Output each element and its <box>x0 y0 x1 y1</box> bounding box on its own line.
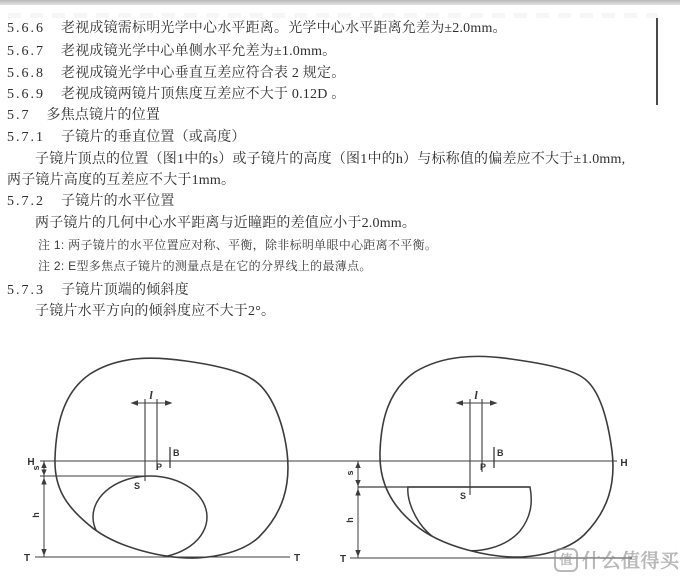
arrowhead <box>355 489 360 496</box>
spec-line <box>7 44 336 59</box>
label-b-right: B <box>497 448 504 458</box>
label-h-right: H <box>620 458 628 469</box>
spec-paragraph <box>35 216 416 231</box>
label-l-left: l <box>149 388 153 402</box>
label-s-right: s <box>345 470 355 476</box>
clause-text: 子镜片顶点的位置（图1中的s）或子镜片的高度（图1中的h）与标称值的偏差应不大于±1.0mm, <box>35 152 626 167</box>
watermark-text: 什么值得买 <box>582 551 680 572</box>
label-s-point-left: S <box>133 481 141 491</box>
clause-text: 子镜片的垂直位置（或高度） <box>61 130 246 145</box>
clause-text: 子镜片的水平位置 <box>61 194 175 209</box>
top-gray-bar <box>0 0 680 5</box>
clause-number: 5.7.1 <box>7 130 45 145</box>
spec-paragraph <box>35 304 275 319</box>
label-s-left: s <box>31 465 41 471</box>
faint-cutoff-text-row <box>8 13 658 18</box>
arrowhead <box>456 400 464 405</box>
label-h-dim-left: h <box>31 512 41 518</box>
arrowhead <box>355 550 360 557</box>
spec-heading <box>7 283 189 298</box>
spec-heading <box>7 108 160 123</box>
spec-note-2 <box>38 260 372 273</box>
spec-line <box>7 87 345 102</box>
clause-number: 5.6.6 <box>7 21 45 36</box>
arrowhead <box>41 462 46 469</box>
arrowhead <box>41 470 46 476</box>
spec-line <box>7 66 345 81</box>
spec-paragraph <box>7 173 235 188</box>
spec-heading <box>7 130 246 145</box>
clause-number: 5.6.7 <box>7 44 45 59</box>
label-s-point-right: S <box>459 491 467 501</box>
smzdm-logo-icon: 值 <box>554 548 578 572</box>
label-t-right: T <box>339 554 347 565</box>
right-lens-flat-top-segment <box>408 487 531 551</box>
spec-line <box>7 21 507 36</box>
arrowhead <box>490 400 498 405</box>
clause-number: 5.6.8 <box>7 66 45 81</box>
arrowhead <box>131 400 139 405</box>
spec-paragraph <box>35 152 625 167</box>
note-text: 注 2: E型多焦点子镜片的测量点是在它的分界线上的最薄点。 <box>38 259 372 273</box>
label-t-left-1: T <box>23 553 31 564</box>
label-h-dim-right: h <box>345 517 355 523</box>
label-l-right: l <box>474 388 478 402</box>
label-p-right: P <box>480 462 487 472</box>
clause-number: 5.6.9 <box>7 87 45 102</box>
clause-text: 多焦点镜片的位置 <box>46 108 161 123</box>
label-p-left: P <box>156 462 163 472</box>
note-text: 注 1: 两子镜片的水平位置应对称、平衡，除非标明单眼中心距离不平衡。 <box>38 238 438 252</box>
clause-number: 5.7.2 <box>7 194 45 209</box>
clause-text: 子镜片水平方向的倾斜度应不大于2°。 <box>35 304 276 319</box>
clause-text: 老视成镜光学中心单侧水平允差为±1.0mm。 <box>61 44 337 59</box>
arrowhead <box>355 480 360 487</box>
label-b-left: B <box>173 448 180 458</box>
spec-heading <box>7 194 175 209</box>
spec-note-1 <box>38 239 437 252</box>
label-h-left: H <box>27 457 35 468</box>
clause-text: 老视成镜光学中心垂直互差应符合表 2 规定。 <box>61 66 346 81</box>
vertical-rule <box>656 18 658 105</box>
clause-text: 子镜片顶端的倾斜度 <box>61 283 189 298</box>
figure-1-lens-diagram <box>0 338 680 576</box>
arrowhead <box>41 549 46 556</box>
clause-text: 老视成镜需标明光学中心水平距离。光学中心水平距离允差为±2.0mm。 <box>61 21 507 36</box>
arrowhead <box>41 478 46 485</box>
arrowhead <box>165 400 173 405</box>
left-lens-round-segment <box>93 476 207 558</box>
clause-text: 两子镜片的几何中心水平距离与近瞳距的差值应小于2.0mm。 <box>35 216 417 231</box>
clause-text: 老视成镜两镜片顶焦度互差应不大于 0.12D 。 <box>61 87 346 102</box>
smzdm-watermark <box>554 546 680 573</box>
left-lens-outline <box>55 358 288 558</box>
label-t-left-2: T <box>293 553 301 564</box>
clause-text: 两子镜片高度的互差应不大于1mm。 <box>7 173 236 188</box>
arrowhead <box>355 462 360 469</box>
clause-number: 5.7 <box>7 108 31 123</box>
clause-number: 5.7.3 <box>7 283 45 298</box>
